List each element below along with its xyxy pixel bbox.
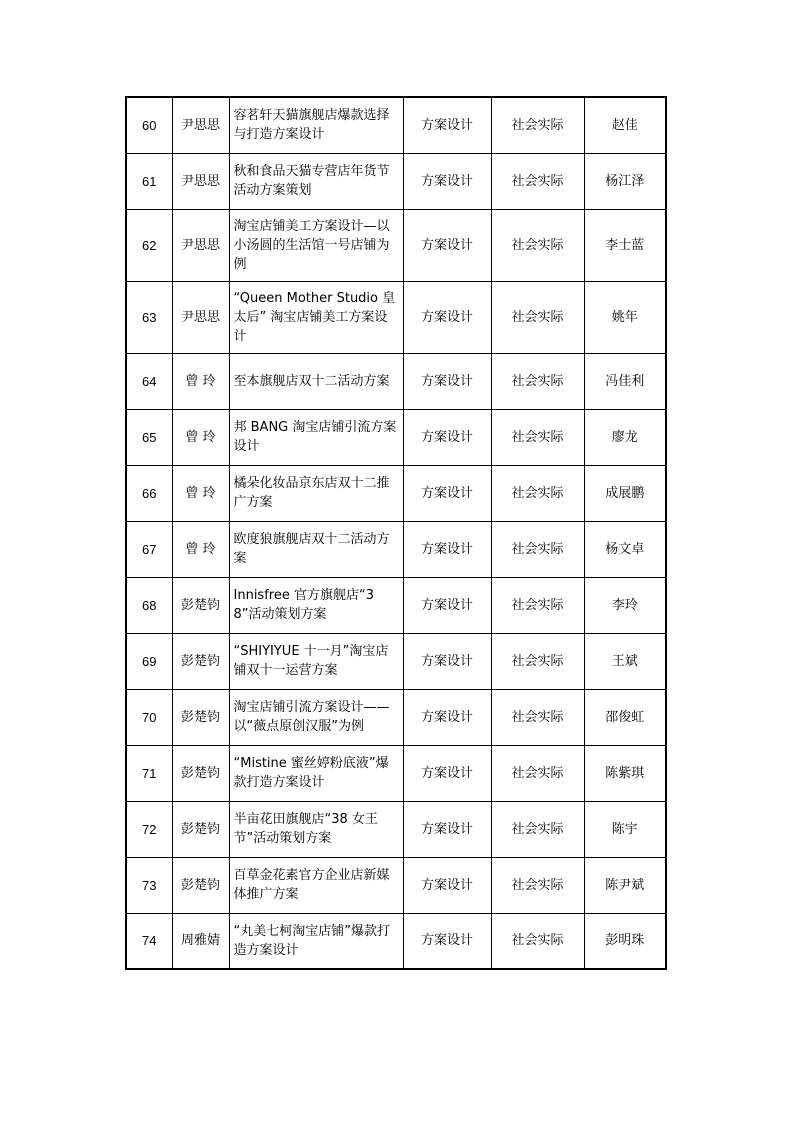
topic-type xyxy=(403,913,491,969)
topic-type xyxy=(403,633,491,689)
table-row xyxy=(126,857,666,913)
topic-title xyxy=(229,577,403,633)
topic-source-text: 社会实际 xyxy=(511,373,564,389)
row-number-text: 65 xyxy=(142,429,157,445)
topic-title xyxy=(229,857,403,913)
row-number-text: 74 xyxy=(142,933,157,949)
topic-title xyxy=(229,353,403,409)
topic-type-text: 方案设计 xyxy=(420,709,473,725)
topic-title xyxy=(229,521,403,577)
topic-source xyxy=(491,913,584,969)
topic-source-text: 社会实际 xyxy=(511,709,564,725)
row-number xyxy=(126,521,172,577)
topic-title xyxy=(229,281,403,353)
topic-type-text: 方案设计 xyxy=(420,765,473,781)
advisor-name-text: 彭楚钧 xyxy=(180,597,220,613)
table-row xyxy=(126,801,666,857)
topic-type-text: 方案设计 xyxy=(420,821,473,837)
topic-source-text: 社会实际 xyxy=(511,821,564,837)
topic-type xyxy=(403,521,491,577)
row-number xyxy=(126,633,172,689)
topic-source-text: 社会实际 xyxy=(511,117,564,133)
topic-type-text: 方案设计 xyxy=(420,237,473,253)
table-row xyxy=(126,409,666,465)
topic-type-text: 方案设计 xyxy=(420,117,473,133)
table-row xyxy=(126,689,666,745)
topic-title xyxy=(229,801,403,857)
student-name-text: 邵俊虹 xyxy=(605,709,645,725)
advisor-name-text: 彭楚钧 xyxy=(180,765,220,781)
topic-source xyxy=(491,353,584,409)
advisor-name xyxy=(172,209,229,281)
row-number xyxy=(126,857,172,913)
advisor-name-text: 尹思思 xyxy=(180,117,220,133)
advisor-name-text: 彭楚钧 xyxy=(180,877,220,893)
student-name xyxy=(584,153,666,209)
topic-type-text: 方案设计 xyxy=(420,173,473,189)
student-name-text: 成展鹏 xyxy=(605,485,645,501)
table-row xyxy=(126,913,666,969)
table-row xyxy=(126,97,666,153)
student-name-text: 姚年 xyxy=(611,309,638,325)
student-name xyxy=(584,353,666,409)
topic-title-text: “SHIYIYUE 十一月”淘宝店铺双十一运营方案 xyxy=(233,644,389,678)
student-name-text: 廖龙 xyxy=(611,429,638,445)
student-name-text: 冯佳利 xyxy=(605,373,645,389)
topic-source-text: 社会实际 xyxy=(511,541,564,557)
table-row xyxy=(126,281,666,353)
table-row xyxy=(126,521,666,577)
advisor-name xyxy=(172,465,229,521)
topic-source xyxy=(491,97,584,153)
topic-source xyxy=(491,801,584,857)
student-name xyxy=(584,577,666,633)
topic-type xyxy=(403,857,491,913)
row-number xyxy=(126,801,172,857)
thesis-topic-table xyxy=(125,96,667,970)
row-number xyxy=(126,409,172,465)
topic-title-text: 淘宝店铺美工方案设计—以小汤圆的生活馆一号店铺为例 xyxy=(233,218,390,272)
student-name xyxy=(584,281,666,353)
topic-title-text: Innisfree 官方旗舰店“38”活动策划方案 xyxy=(233,588,374,622)
topic-type xyxy=(403,801,491,857)
topic-title-text: 半亩花田旗舰店“38 女王节”活动策划方案 xyxy=(233,812,378,846)
topic-source-text: 社会实际 xyxy=(511,877,564,893)
topic-source-text: 社会实际 xyxy=(511,933,564,949)
table-row xyxy=(126,577,666,633)
table-row xyxy=(126,633,666,689)
topic-type xyxy=(403,209,491,281)
student-name-text: 杨文卓 xyxy=(605,541,645,557)
topic-type-text: 方案设计 xyxy=(420,597,473,613)
topic-source-text: 社会实际 xyxy=(511,653,564,669)
advisor-name xyxy=(172,801,229,857)
row-number-text: 69 xyxy=(142,653,157,669)
topic-source-text: 社会实际 xyxy=(511,237,564,253)
topic-source xyxy=(491,521,584,577)
advisor-name xyxy=(172,577,229,633)
student-name-text: 陈紫琪 xyxy=(605,765,645,781)
topic-source-text: 社会实际 xyxy=(511,173,564,189)
row-number-text: 67 xyxy=(142,541,157,557)
topic-title-text: 邦 BANG 淘宝店铺引流方案设计 xyxy=(233,420,397,454)
topic-source xyxy=(491,745,584,801)
topic-source-text: 社会实际 xyxy=(511,485,564,501)
advisor-name xyxy=(172,97,229,153)
advisor-name xyxy=(172,353,229,409)
row-number xyxy=(126,745,172,801)
topic-source xyxy=(491,857,584,913)
student-name xyxy=(584,801,666,857)
topic-type-text: 方案设计 xyxy=(420,485,473,501)
topic-type-text: 方案设计 xyxy=(420,373,473,389)
student-name xyxy=(584,97,666,153)
advisor-name-text: 曾 玲 xyxy=(185,541,216,557)
topic-type xyxy=(403,153,491,209)
student-name xyxy=(584,209,666,281)
advisor-name xyxy=(172,281,229,353)
student-name xyxy=(584,689,666,745)
advisor-name-text: 彭楚钧 xyxy=(180,709,220,725)
student-name-text: 彭明珠 xyxy=(605,933,645,949)
row-number-text: 66 xyxy=(142,485,157,501)
topic-type-text: 方案设计 xyxy=(420,933,473,949)
topic-source xyxy=(491,153,584,209)
student-name xyxy=(584,521,666,577)
topic-title xyxy=(229,689,403,745)
student-name-text: 陈尹斌 xyxy=(605,877,645,893)
topic-source xyxy=(491,633,584,689)
row-number-text: 63 xyxy=(142,309,157,325)
advisor-name xyxy=(172,633,229,689)
advisor-name-text: 彭楚钧 xyxy=(180,653,220,669)
student-name-text: 王斌 xyxy=(611,653,638,669)
advisor-name-text: 曾 玲 xyxy=(185,485,216,501)
topic-title-text: “丸美七柯淘宝店铺”爆款打造方案设计 xyxy=(233,923,390,958)
row-number xyxy=(126,153,172,209)
topic-type xyxy=(403,281,491,353)
student-name-text: 李玲 xyxy=(611,597,638,613)
student-name xyxy=(584,465,666,521)
topic-title-text: 欧度狼旗舰店双十二活动方案 xyxy=(233,532,390,566)
row-number xyxy=(126,97,172,153)
advisor-name-text: 彭楚钧 xyxy=(180,821,220,837)
topic-title-text: 至本旗舰店双十二活动方案 xyxy=(233,373,390,389)
topic-title-text: 橘朵化妆品京东店双十二推广方案 xyxy=(233,476,390,510)
topic-type xyxy=(403,353,491,409)
advisor-name xyxy=(172,521,229,577)
table-row xyxy=(126,465,666,521)
topic-source-text: 社会实际 xyxy=(511,597,564,613)
topic-type-text: 方案设计 xyxy=(420,877,473,893)
topic-source xyxy=(491,281,584,353)
advisor-name-text: 尹思思 xyxy=(180,309,220,325)
row-number-text: 64 xyxy=(142,373,157,389)
table-row xyxy=(126,353,666,409)
topic-title-text: “Mistine 蜜丝婷粉底液”爆款打造方案设计 xyxy=(233,756,389,790)
row-number xyxy=(126,913,172,969)
topic-source-text: 社会实际 xyxy=(511,309,564,325)
student-name-text: 陈宇 xyxy=(611,821,638,837)
topic-type xyxy=(403,465,491,521)
topic-title xyxy=(229,409,403,465)
student-name-text: 杨江泽 xyxy=(605,173,645,189)
topic-type xyxy=(403,689,491,745)
topic-type-text: 方案设计 xyxy=(420,309,473,325)
topic-source xyxy=(491,689,584,745)
row-number xyxy=(126,209,172,281)
table-row xyxy=(126,209,666,281)
topic-source xyxy=(491,577,584,633)
topic-source-text: 社会实际 xyxy=(511,765,564,781)
row-number-text: 73 xyxy=(142,877,157,893)
topic-title xyxy=(229,97,403,153)
row-number-text: 68 xyxy=(142,597,157,613)
row-number-text: 60 xyxy=(142,117,157,133)
topic-title xyxy=(229,153,403,209)
topic-type-text: 方案设计 xyxy=(420,653,473,669)
student-name-text: 李士蓝 xyxy=(605,237,645,253)
topic-title-text: 百草金花素官方企业店新媒体推广方案 xyxy=(233,868,390,902)
topic-source xyxy=(491,409,584,465)
student-name xyxy=(584,409,666,465)
advisor-name xyxy=(172,913,229,969)
student-name xyxy=(584,913,666,969)
row-number-text: 62 xyxy=(142,237,157,253)
row-number xyxy=(126,353,172,409)
topic-type xyxy=(403,577,491,633)
table-row xyxy=(126,745,666,801)
advisor-name xyxy=(172,689,229,745)
topic-title xyxy=(229,745,403,801)
topic-title-text: 容茗轩天猫旗舰店爆款选择与打造方案设计 xyxy=(233,108,390,143)
advisor-name xyxy=(172,857,229,913)
topic-type xyxy=(403,97,491,153)
row-number-text: 71 xyxy=(142,765,157,781)
advisor-name-text: 曾 玲 xyxy=(185,429,216,445)
advisor-name xyxy=(172,745,229,801)
student-name xyxy=(584,745,666,801)
table-row xyxy=(126,153,666,209)
row-number xyxy=(126,281,172,353)
topic-title xyxy=(229,633,403,689)
topic-title-text: “Queen Mother Studio 皇太后” 淘宝店铺美工方案设计 xyxy=(233,290,396,344)
table-body xyxy=(126,97,666,969)
topic-source xyxy=(491,209,584,281)
row-number xyxy=(126,465,172,521)
topic-source-text: 社会实际 xyxy=(511,429,564,445)
row-number xyxy=(126,689,172,745)
topic-title xyxy=(229,913,403,969)
topic-title xyxy=(229,209,403,281)
topic-type-text: 方案设计 xyxy=(420,541,473,557)
student-name xyxy=(584,857,666,913)
advisor-name xyxy=(172,409,229,465)
advisor-name-text: 尹思思 xyxy=(180,173,220,189)
row-number-text: 70 xyxy=(142,709,157,725)
student-name-text: 赵佳 xyxy=(611,117,638,133)
advisor-name xyxy=(172,153,229,209)
row-number-text: 61 xyxy=(142,173,157,189)
advisor-name-text: 周雅婧 xyxy=(180,933,220,949)
topic-type xyxy=(403,409,491,465)
topic-type-text: 方案设计 xyxy=(420,429,473,445)
topic-type xyxy=(403,745,491,801)
topic-title-text: 淘宝店铺引流方案设计——以“薇点原创汉服”为例 xyxy=(233,700,390,734)
student-name xyxy=(584,633,666,689)
advisor-name-text: 尹思思 xyxy=(180,237,220,253)
topic-source xyxy=(491,465,584,521)
row-number-text: 72 xyxy=(142,821,157,837)
topic-title xyxy=(229,465,403,521)
topic-title-text: 秋和食品天猫专营店年货节活动方案策划 xyxy=(233,164,390,198)
row-number xyxy=(126,577,172,633)
advisor-name-text: 曾 玲 xyxy=(185,373,216,389)
